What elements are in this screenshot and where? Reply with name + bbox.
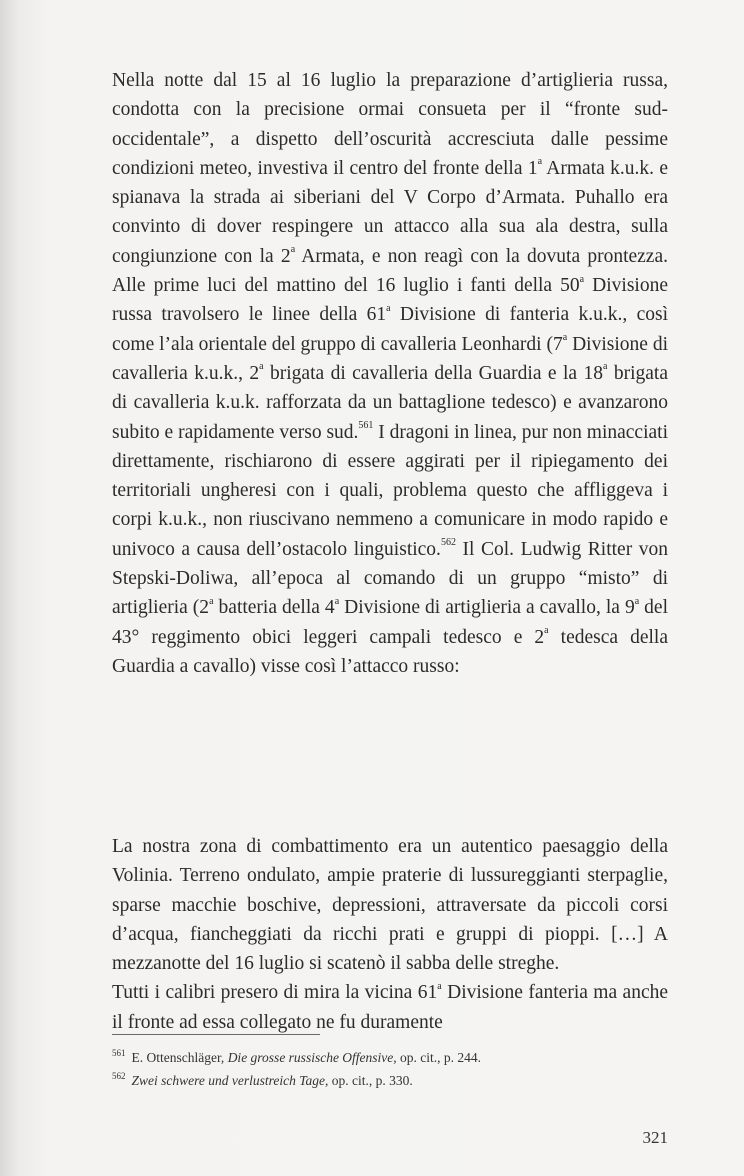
- footnote-text: , op. cit., p. 330.: [324, 1073, 413, 1088]
- paragraph-text: I dragoni in linea, pur non minacciati direttamente, rischiarono di essere aggirati per il ripiegamento dei territoriali ungheresi con i quali, problema questo che affliggeva i corpi k.u.k., non riuscivano nemmeno a comunicare in modo rapido e univoco a causa dell’ostacolo linguistico.: [112, 421, 668, 560]
- superscript: a: [562, 332, 568, 344]
- quote-paragraph: [112, 978, 668, 1037]
- footnote-number: 561: [112, 1047, 126, 1058]
- page-number: 321: [642, 1128, 668, 1147]
- quote-text: Divisione fanteria ma anche il fronte ad essa collegato ne fu duramente: [112, 982, 668, 1033]
- paragraph-text: batteria della 4: [213, 597, 335, 619]
- superscript: a: [290, 244, 296, 256]
- paragraph-text: Divisione russa travolsero le linee della 61: [112, 275, 668, 326]
- main-paragraph: [112, 66, 668, 681]
- superscript: a: [386, 302, 391, 314]
- superscript: a: [209, 595, 214, 607]
- footnote-561: [112, 1046, 668, 1069]
- paragraph-text: Divisione di cavalleria k.u.k., 2: [112, 333, 668, 384]
- footnote-text: , op. cit., p. 244.: [393, 1050, 482, 1065]
- paragraph-text: brigata di cavalleria k.u.k. rafforzata da un battaglione tedesco) e avanzarono subito e rapidamente verso sud.: [112, 362, 668, 443]
- footnote-title: Zwei schwere und verlustreich Tage: [131, 1073, 325, 1088]
- paragraph-text: tedesca della Guardia a cavallo) visse così l’attacco russo:: [112, 626, 668, 677]
- quote-paragraph: La nostra zona di combattimento era un autentico paesaggio della Volinia. Terreno ondulato, ampie praterie di lussureggianti sterpaglie, sparse macchie boschive, depressioni, attraversate da piccoli corsi d’acqua, fiancheggiati da ricchi prati e gruppi di pioppi. […] A mezzanotte del 16 luglio si scatenò il sabba delle streghe.: [112, 836, 668, 975]
- footnotes: [112, 1046, 668, 1092]
- superscript: a: [634, 595, 640, 607]
- quote-text: Tutti i calibri presero di mira la vicina 61: [112, 982, 438, 1004]
- footnote-reference: 562: [440, 537, 456, 549]
- paragraph-text: Divisione di fanteria k.u.k., così come l’ala orientale del gruppo di cavalleria Leonhardi (7: [112, 304, 668, 355]
- paragraph-text: Nella notte dal 15 al 16 luglio la preparazione d’artiglieria russa, condotta con la precisione ormai consueta per il “fronte sud-occidentale”, a dispetto dell’oscurità accresciuta dalle pessime condizioni meteo, investiva il centro del fronte della 1: [112, 70, 668, 179]
- paragraph-text: Armata k.u.k. e spianava la strada ai siberiani del V Corpo d’Armata. Puhallo era convinto di dover respingere un attacco alla sua ala destra, sulla congiunzione con la 2: [112, 157, 668, 267]
- footnote-reference: 561: [358, 420, 374, 432]
- superscript: a: [259, 361, 264, 373]
- footnote-text: E. Ottenschläger,: [131, 1050, 228, 1065]
- paragraph-text: brigata di cavalleria della Guardia e la 18: [263, 362, 603, 384]
- superscript: a: [334, 595, 340, 607]
- superscript: a: [437, 980, 442, 992]
- paragraph-text: Divisione di artiglieria a cavallo, la 9: [339, 597, 635, 619]
- block-quote: [112, 832, 668, 1037]
- superscript: a: [537, 156, 543, 168]
- superscript: a: [544, 625, 549, 637]
- paragraph-text: Armata, e non reagì con la dovuta prontezza. Alle prime luci del mattino del 16 luglio i fanti della 50: [112, 245, 668, 297]
- paragraph-text: Il Col. Ludwig Ritter von Stepski-Doliwa, all’epoca al comando di un gruppo “misto” di artiglieria (2: [112, 538, 668, 619]
- paragraph-text: del 43° reggimento obici leggeri campali tedesco e 2: [112, 597, 668, 648]
- superscript: a: [579, 273, 585, 285]
- footnote-number: 562: [112, 1070, 126, 1081]
- footnote-separator: [112, 1034, 320, 1035]
- footnote-title: Die grosse russische Offensive: [227, 1050, 394, 1065]
- superscript: a: [602, 361, 608, 373]
- footnote-562: [112, 1069, 668, 1092]
